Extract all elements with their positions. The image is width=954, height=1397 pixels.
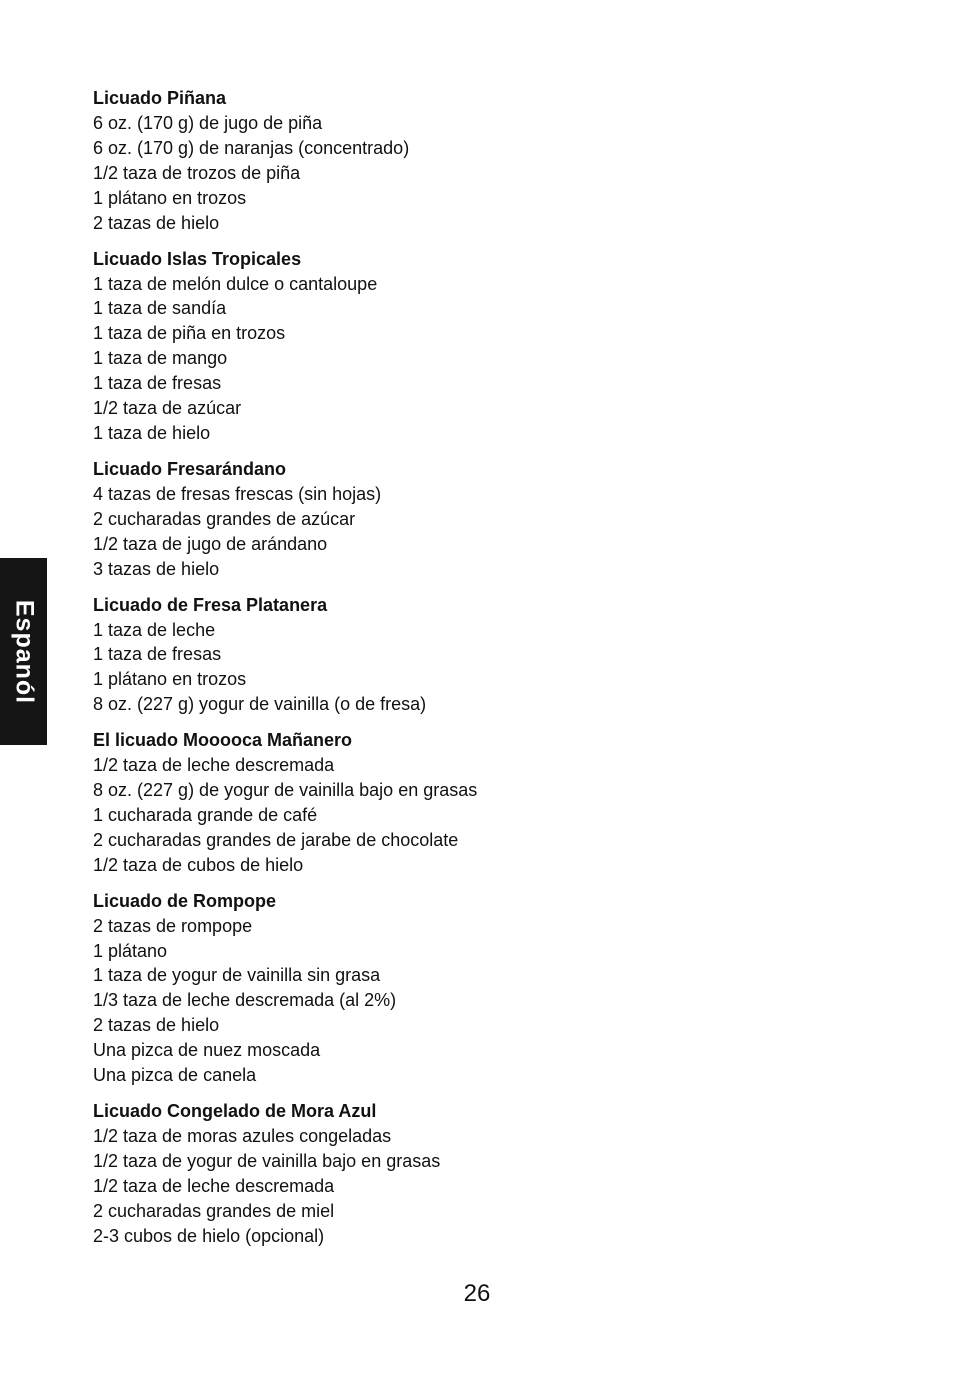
ingredient-item: 6 oz. (170 g) de naranjas (concentrado): [93, 137, 410, 158]
ingredient-item: 1/3 taza de leche descremada (al 2%): [93, 990, 397, 1011]
ingredient-list: [93, 753, 813, 878]
ingredient-item: 1/2 taza de azúcar: [93, 398, 242, 419]
ingredient-item: 8 oz. (227 g) de yogur de vainilla bajo en grasas: [93, 780, 478, 801]
ingredient-item: 1 taza de hielo: [93, 422, 211, 443]
ingredient-item: 1 taza de sandía: [93, 298, 227, 319]
ingredient-item: 1 taza de fresas: [93, 373, 222, 394]
ingredient-item: 2-3 cubos de hielo (opcional): [93, 1225, 325, 1246]
recipe-block: [93, 728, 813, 878]
recipe-block: [93, 247, 813, 446]
ingredient-item: 1 taza de fresas: [93, 644, 222, 665]
ingredient-list: [93, 111, 813, 236]
ingredient-item: 1 taza de piña en trozos: [93, 323, 286, 344]
ingredient-item: 2 cucharadas grandes de jarabe de chocolate: [93, 829, 459, 850]
ingredient-item: 1/2 taza de jugo de arándano: [93, 533, 328, 554]
ingredient-item: 2 tazas de hielo: [93, 212, 220, 233]
ingredient-item: 1/2 taza de leche descremada: [93, 755, 335, 776]
ingredient-list: [93, 272, 813, 446]
ingredient-item: 1 plátano en trozos: [93, 669, 247, 690]
ingredient-item: 1/2 taza de moras azules congeladas: [93, 1126, 392, 1146]
recipe-title: Licuado de Rompope: [93, 890, 277, 911]
ingredient-item: Una pizca de nuez moscada: [93, 1040, 321, 1061]
ingredient-item: 4 tazas de fresas frescas (sin hojas): [93, 483, 382, 504]
recipe-title: Licuado Islas Tropicales: [93, 248, 302, 269]
language-side-tab: [0, 558, 47, 745]
ingredient-item: 8 oz. (227 g) yogur de vainilla (o de fresa): [93, 694, 427, 715]
ingredient-item: 1/2 taza de leche descremada: [93, 1175, 335, 1196]
ingredient-item: 1 taza de melón dulce o cantaloupe: [93, 273, 378, 294]
ingredient-item: 1 plátano: [93, 940, 168, 961]
recipe-block: [93, 457, 813, 582]
ingredient-item: 2 cucharadas grandes de azúcar: [93, 508, 356, 529]
ingredient-list: [93, 482, 813, 582]
recipe-block: [93, 889, 813, 1088]
ingredient-list: [93, 914, 813, 1088]
recipe-list: [93, 86, 813, 1260]
ingredient-item: 1/2 taza de cubos de hielo: [93, 854, 304, 875]
ingredient-item: 2 cucharadas grandes de miel: [93, 1200, 335, 1221]
recipe-block: [93, 1099, 813, 1249]
ingredient-item: 2 tazas de hielo: [93, 1015, 220, 1036]
recipe-title: El licuado Mooooca Mañanero: [93, 730, 353, 751]
ingredient-item: 1 plátano en trozos: [93, 187, 247, 208]
ingredient-item: 1 taza de yogur de vainilla sin grasa: [93, 965, 381, 986]
recipe-block: [93, 593, 813, 718]
ingredient-item: 6 oz. (170 g) de jugo de piña: [93, 113, 323, 133]
ingredient-item: 2 tazas de rompope: [93, 915, 253, 936]
ingredient-item: 1 cucharada grande de café: [93, 804, 318, 825]
ingredient-item: 1/2 taza de yogur de vainilla bajo en grasas: [93, 1150, 441, 1171]
page-number: 26: [463, 1280, 491, 1307]
ingredient-item: 3 tazas de hielo: [93, 558, 220, 579]
recipe-title: Licuado Congelado de Mora Azul: [93, 1101, 377, 1121]
recipe-title: Licuado Fresarándano: [93, 458, 287, 479]
ingredient-list: [93, 1124, 813, 1249]
ingredient-item: Una pizca de canela: [93, 1065, 257, 1086]
ingredient-list: [93, 618, 813, 718]
recipe-block: [93, 86, 813, 236]
recipe-title: Licuado de Fresa Platanera: [93, 594, 328, 615]
ingredient-item: 1 taza de leche: [93, 619, 216, 640]
language-tab-label: Espanól: [10, 599, 38, 704]
ingredient-item: 1/2 taza de trozos de piña: [93, 162, 301, 183]
recipe-title: Licuado Piñana: [93, 88, 227, 108]
ingredient-item: 1 taza de mango: [93, 348, 228, 369]
